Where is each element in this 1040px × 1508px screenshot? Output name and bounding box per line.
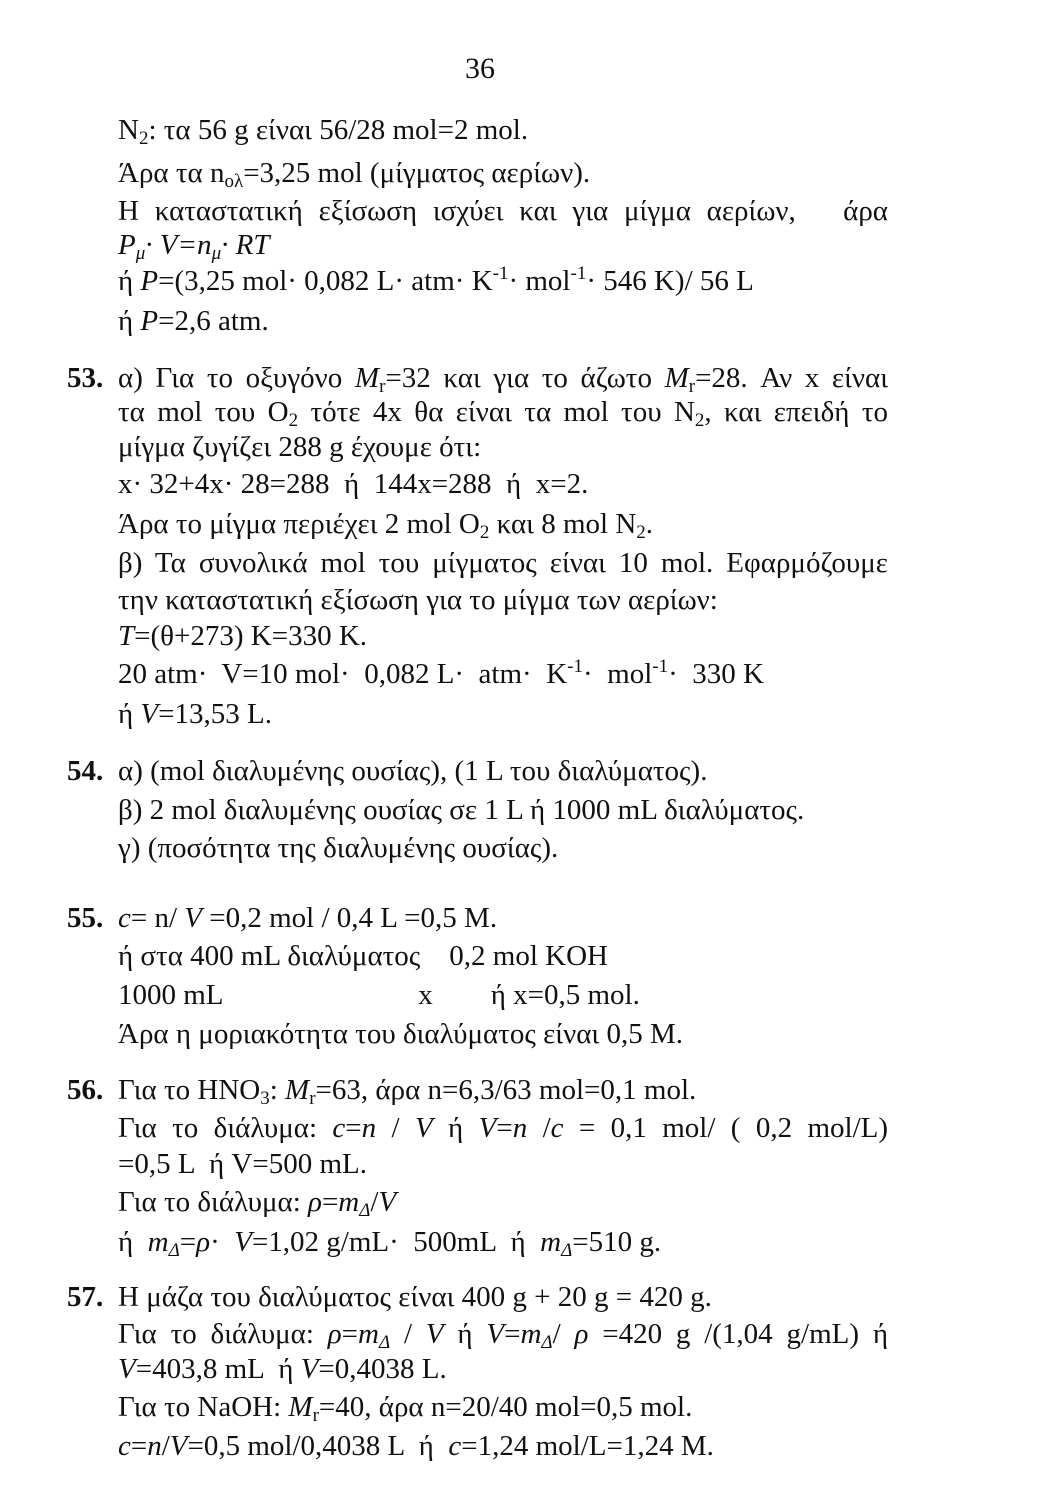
text-line: Άρα η μοριακότητα του διαλύματος είναι 0,5 M. bbox=[118, 1018, 684, 1050]
text-line: 1000 mL x ή x=0,5 mol. bbox=[118, 979, 640, 1011]
text-line: β) 2 mol διαλυμένης ουσίας σε 1 L ή 1000 mL διαλύματος. bbox=[118, 794, 805, 826]
text-line: Για το διάλυμα: c=n / V ή V=n /c = 0,1 mol/ ( 0,2 mol/L) bbox=[118, 1112, 888, 1144]
text-line: Άρα το μίγμα περιέχει 2 mol $O_2$ και 8 mol $N_2$. bbox=[118, 508, 654, 543]
text-line: c=n/V=0,5 mol/0,4038 L ή c=1,24 mol/L=1,24 M. bbox=[118, 1430, 714, 1462]
text-line: Η καταστατική εξίσωση ισχύει και για μίγμα αερίων, άρα bbox=[118, 195, 888, 227]
page-number: 36 bbox=[465, 52, 495, 85]
text-line: ή P=(3,25 mol· 0,082 $L\cdot atm\cdot K^{-1}\cdot mol^{-1}\cdot 546$ K)/ 56 L bbox=[118, 263, 754, 297]
text-line: Η μάζα του διαλύματος είναι 400 g + 20 g = 420 g. bbox=[118, 1281, 712, 1313]
problem-number: 56. bbox=[67, 1074, 104, 1106]
text-line: γ) (ποσότητα της διαλυμένης ουσίας). bbox=[118, 832, 559, 864]
text-line: V=403,8 mL ή V=0,4038 L. bbox=[118, 1353, 447, 1385]
text-line: Για το NaOH: $M_r=40$, άρα n=20/40 mol=0,5 mol. bbox=[118, 1391, 693, 1426]
text-line: μίγμα ζυγίζει 288 g έχουμε ότι: bbox=[118, 431, 482, 463]
text-line: $P_\mu\cdot V=n_\mu\cdot$ RT bbox=[118, 229, 270, 264]
text-line: ή P=2,6 atm. bbox=[118, 305, 269, 337]
text-line: =0,5 L ή V=500 mL. bbox=[118, 1148, 367, 1180]
problem-number: 54. bbox=[67, 755, 104, 787]
text-line: ή $m_\Delta=\rho\cdot V=1,02$ g/mL· 500mL ή $m_\Delta=510$ g. bbox=[118, 1226, 662, 1261]
text-line: Για το διάλυμα: $\rho=m_\Delta / V$ ή $V=m_\Delta/$ ρ =420 g /(1,04 g/mL) ή bbox=[118, 1318, 888, 1353]
text-line: ή V=13,53 L. bbox=[118, 698, 272, 730]
text-line: Για το $HNO_3$: $M_r=63$, άρα n=6,3/63 mol=0,1 mol. bbox=[118, 1074, 697, 1109]
text-line: c= n/ V =0,2 mol / 0,4 L =0,5 M. bbox=[118, 902, 498, 934]
text-line: β) Τα συνολικά mol του μίγματος είναι 10 mol. Εφαρμόζουμε bbox=[118, 547, 888, 579]
text-line: τα mol του $O_2$ τότε 4x θα είναι τα mol του $N_2$, και επειδή το bbox=[118, 396, 888, 431]
problem-number: 57. bbox=[67, 1281, 104, 1313]
text-line: α) (mol διαλυμένης ουσίας), (1 L του διαλύματος). bbox=[118, 755, 708, 787]
text-line: Για το διάλυμα: $\rho=m_\Delta/V$ bbox=[118, 1186, 397, 1221]
problem-number: 55. bbox=[67, 902, 104, 934]
text-line: x· 32+4x· 28=288 ή 144x=288 ή x=2. bbox=[118, 468, 589, 500]
text-line: 20 atm· V=10 mol· 0,082 $L\cdot atm\cdot K^{-1}\cdot mol^{-1}\cdot 330$ K bbox=[118, 656, 764, 690]
problem-number: 53. bbox=[67, 362, 104, 394]
text-line: την καταστατική εξίσωση για το μίγμα των αερίων: bbox=[118, 584, 718, 616]
text-line: Άρα τα $n_{o\lambda}=3,25$ mol (μίγματος αερίων). bbox=[118, 157, 591, 192]
text-line: α) Για το οξυγόνο $M_r=32$ και για το άζωτο $M_r=28$. Αν x είναι bbox=[118, 362, 888, 397]
text-line: ή στα 400 mL διαλύματος 0,2 mol KOH bbox=[118, 940, 608, 972]
text-line: $N_2$: τα 56 g είναι 56/28 mol=2 mol. bbox=[118, 114, 529, 149]
text-line: T=(θ+273) K=330 K. bbox=[118, 620, 368, 652]
